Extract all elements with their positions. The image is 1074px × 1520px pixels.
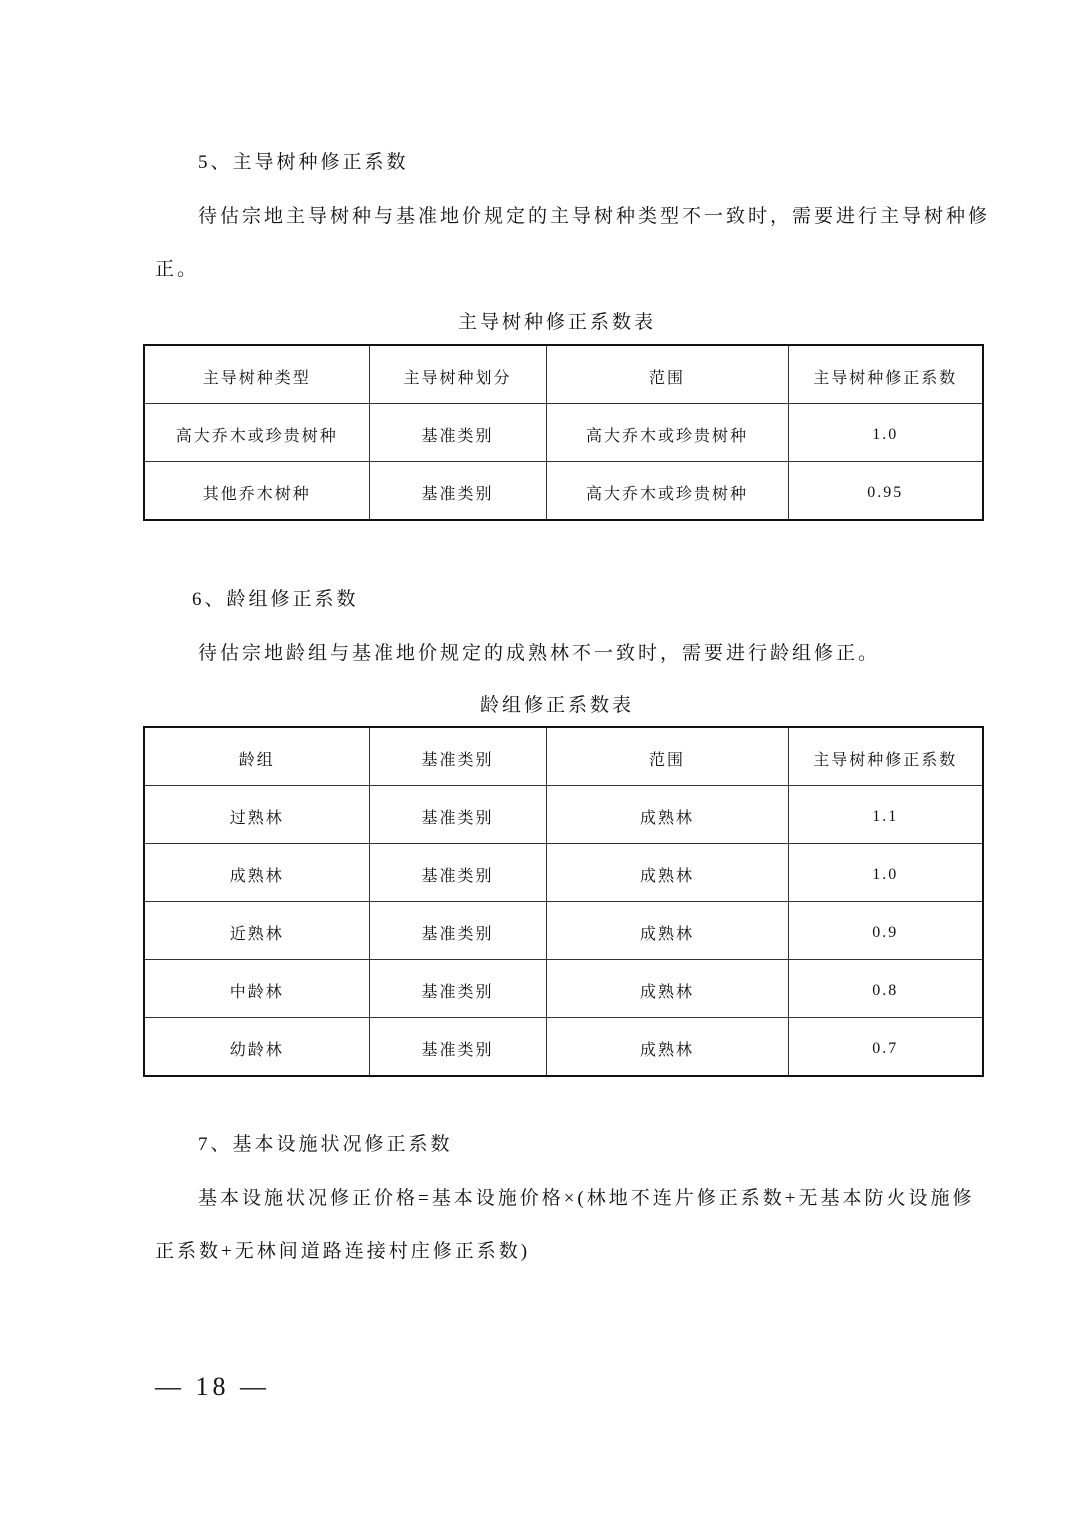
- table-cell: 幼龄林: [144, 1018, 369, 1077]
- table-header-row: [144, 345, 983, 404]
- table-cell: 成熟林: [546, 786, 788, 844]
- table-row: [144, 902, 983, 960]
- section-7-paragraph-line-2: 正系数+无林间道路连接村庄修正系数): [155, 1241, 531, 1262]
- table-cell: 高大乔木或珍贵树种: [144, 404, 369, 462]
- header-cell: 龄组: [144, 727, 369, 786]
- table-cell: 1.0: [788, 404, 983, 462]
- table-header-row: [144, 727, 983, 786]
- table-cell: 基准类别: [369, 960, 546, 1018]
- table-row: [144, 960, 983, 1018]
- header-cell: 主导树种划分: [369, 345, 546, 404]
- table-cell: 基准类别: [369, 404, 546, 462]
- header-cell: 范围: [546, 727, 788, 786]
- table-cell: 高大乔木或珍贵树种: [546, 462, 788, 521]
- table-row: [144, 462, 983, 521]
- section-5-paragraph-line-2: 正。: [155, 259, 200, 280]
- section-7-heading: 7、基本设施状况修正系数: [198, 1134, 453, 1155]
- table-cell: 0.95: [788, 462, 983, 521]
- table-cell: 过熟林: [144, 786, 369, 844]
- table-cell: 高大乔木或珍贵树种: [546, 404, 788, 462]
- table-cell: 其他乔木树种: [144, 462, 369, 521]
- header-cell: 范围: [546, 345, 788, 404]
- age-group-coefficient-table: [143, 726, 984, 1077]
- table-cell: 基准类别: [369, 902, 546, 960]
- table-1-title: 主导树种修正系数表: [457, 312, 656, 333]
- table-row: [144, 844, 983, 902]
- table-row: [144, 404, 983, 462]
- table-cell: 1.1: [788, 786, 983, 844]
- table-cell: 0.8: [788, 960, 983, 1018]
- table-cell: 成熟林: [546, 960, 788, 1018]
- table-cell: 基准类别: [369, 786, 546, 844]
- header-cell: 主导树种修正系数: [788, 345, 983, 404]
- tree-species-coefficient-table: [143, 344, 984, 521]
- header-cell: 基准类别: [369, 727, 546, 786]
- section-5-heading: 5、主导树种修正系数: [198, 152, 409, 173]
- table-cell: 中龄林: [144, 960, 369, 1018]
- section-7-paragraph-line-1: 基本设施状况修正价格=基本设施价格×(林地不连片修正系数+无基本防火设施修: [198, 1188, 975, 1209]
- table-cell: 基准类别: [369, 844, 546, 902]
- table-cell: 1.0: [788, 844, 983, 902]
- table-2-title: 龄组修正系数表: [479, 695, 634, 716]
- table-cell: 0.9: [788, 902, 983, 960]
- header-cell: 主导树种修正系数: [788, 727, 983, 786]
- table-row: [144, 1018, 983, 1077]
- table-cell: 成熟林: [546, 1018, 788, 1077]
- section-6-paragraph: 待估宗地龄组与基准地价规定的成熟林不一致时，需要进行龄组修正。: [198, 643, 881, 664]
- table-cell: 成熟林: [546, 844, 788, 902]
- section-5-paragraph-line-1: 待估宗地主导树种与基准地价规定的主导树种类型不一致时，需要进行主导树种修: [198, 206, 991, 227]
- table-cell: 成熟林: [144, 844, 369, 902]
- header-cell: 主导树种类型: [144, 345, 369, 404]
- table-cell: 近熟林: [144, 902, 369, 960]
- table-row: [144, 786, 983, 844]
- table-cell: 成熟林: [546, 902, 788, 960]
- page-number: — 18 —: [155, 1372, 270, 1401]
- section-6-heading: 6、龄组修正系数: [192, 589, 359, 610]
- table-cell: 0.7: [788, 1018, 983, 1077]
- table-cell: 基准类别: [369, 1018, 546, 1077]
- table-cell: 基准类别: [369, 462, 546, 521]
